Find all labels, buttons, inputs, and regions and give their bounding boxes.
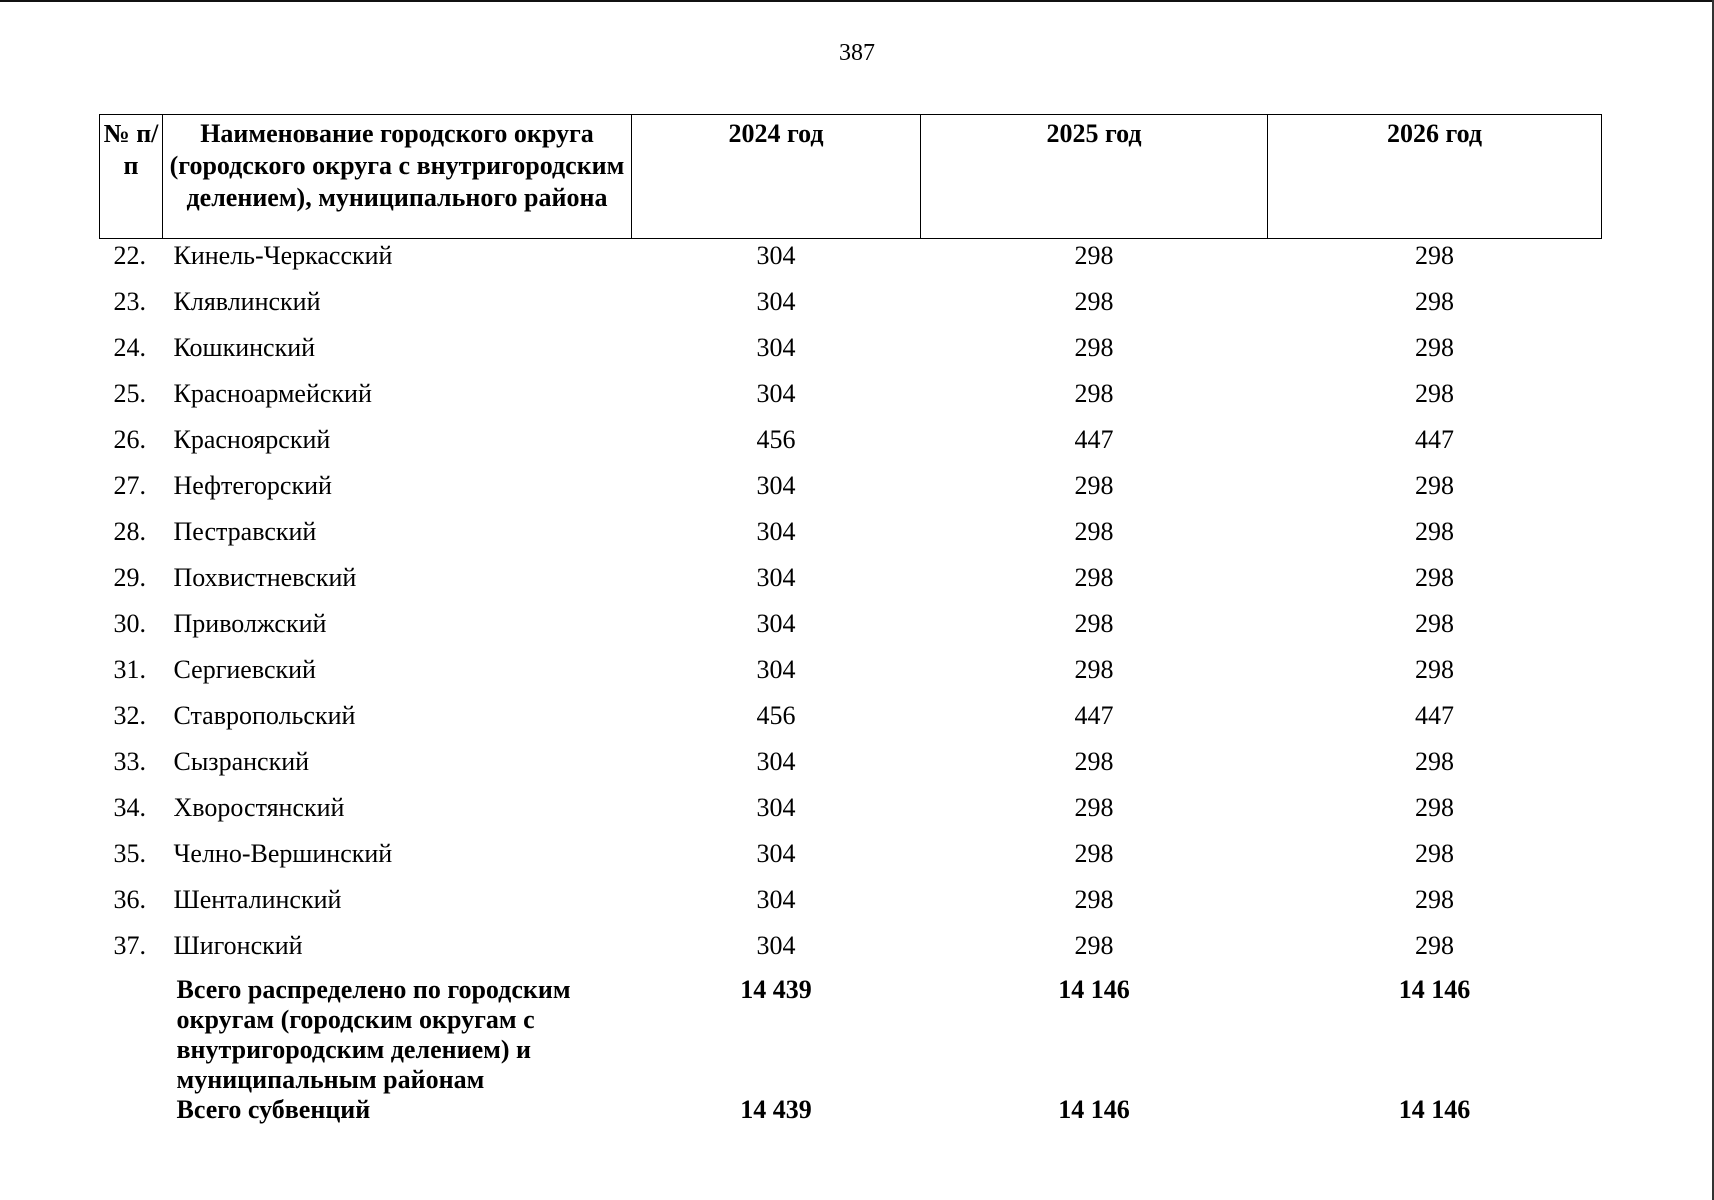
row-number: 25. [113, 379, 146, 408]
row-value-2026: 298 [1415, 563, 1454, 592]
total-distributed-2024: 14 439 [740, 975, 812, 1004]
total-number-cell [100, 1095, 163, 1139]
row-name: Похвистневский [173, 563, 357, 592]
row-name: Сызранский [173, 747, 310, 776]
row-value-2024: 304 [756, 471, 796, 500]
row-value-2025: 298 [1074, 471, 1114, 500]
table-row [100, 423, 1602, 469]
row-number: 32. [113, 701, 146, 730]
row-value-2026: 298 [1415, 885, 1454, 914]
table-row [100, 883, 1602, 929]
row-value-2026: 298 [1415, 747, 1454, 776]
row-value-2025: 298 [1074, 379, 1114, 408]
total-subventions-label: Всего субвенций [176, 1095, 371, 1124]
table-row [100, 515, 1602, 561]
row-value-2025: 298 [1074, 517, 1114, 546]
row-value-2024: 304 [756, 609, 796, 638]
row-name: Приволжский [173, 609, 327, 638]
row-name: Шигонский [173, 931, 303, 960]
table-row [100, 469, 1602, 515]
row-number: 26. [113, 425, 146, 454]
row-value-2024: 304 [756, 839, 796, 868]
table-row [100, 239, 1602, 286]
total-distributed-2025: 14 146 [1058, 975, 1130, 1004]
row-number: 36. [113, 885, 146, 914]
row-value-2025: 298 [1074, 747, 1114, 776]
row-number: 23. [113, 287, 146, 316]
row-number: 31. [113, 655, 146, 684]
row-number: 30. [113, 609, 146, 638]
row-value-2024: 304 [756, 747, 796, 776]
row-number: 24. [113, 333, 146, 362]
row-number: 37. [113, 931, 146, 960]
row-value-2024: 456 [756, 425, 796, 454]
row-value-2024: 304 [756, 931, 796, 960]
row-value-2026: 298 [1415, 931, 1454, 960]
table-row [100, 331, 1602, 377]
row-value-2024: 304 [756, 563, 796, 592]
row-value-2025: 298 [1074, 241, 1114, 270]
header-2025: 2025 год [921, 115, 1268, 239]
row-value-2026: 298 [1415, 333, 1454, 362]
header-2026: 2026 год [1268, 115, 1602, 239]
table-row [100, 607, 1602, 653]
header-number: № п/п [100, 115, 163, 239]
page-number: 387 [839, 40, 875, 66]
row-number: 33. [113, 747, 146, 776]
table-row [100, 653, 1602, 699]
table-header [100, 115, 1602, 239]
row-value-2025: 298 [1074, 931, 1114, 960]
row-value-2024: 304 [756, 333, 796, 362]
row-value-2025: 298 [1074, 609, 1114, 638]
total-subventions-row [100, 1095, 1602, 1139]
table-body [100, 239, 1602, 1140]
row-value-2026: 447 [1415, 701, 1454, 730]
row-number: 29. [113, 563, 146, 592]
row-value-2024: 304 [756, 241, 796, 270]
table-row [100, 929, 1602, 975]
row-value-2026: 298 [1415, 241, 1454, 270]
total-number-cell [100, 975, 163, 1095]
row-name: Хворостянский [173, 793, 345, 822]
row-name: Красноармейский [173, 379, 372, 408]
total-subventions-2026: 14 146 [1398, 1095, 1471, 1124]
row-number: 22. [113, 241, 146, 270]
row-number: 35. [113, 839, 146, 868]
row-value-2026: 298 [1415, 471, 1454, 500]
subvention-table [99, 114, 1602, 1139]
row-value-2026: 298 [1415, 287, 1454, 316]
table-row [100, 699, 1602, 745]
row-name: Пестравский [173, 517, 317, 546]
total-distributed-2026: 14 146 [1398, 975, 1471, 1004]
row-name: Кошкинский [173, 333, 316, 362]
row-value-2025: 447 [1074, 425, 1114, 454]
header-2024: 2024 год [632, 115, 921, 239]
row-value-2024: 304 [756, 379, 796, 408]
row-value-2026: 298 [1415, 517, 1454, 546]
table-row [100, 791, 1602, 837]
row-value-2025: 447 [1074, 701, 1114, 730]
row-value-2025: 298 [1074, 839, 1114, 868]
total-distributed-label: Всего распределено по городским округам (городским округам с внутригородским делением) и муниципальным районам [176, 975, 571, 1094]
row-value-2024: 456 [756, 701, 796, 730]
row-value-2026: 447 [1415, 425, 1454, 454]
total-subventions-2025: 14 146 [1058, 1095, 1130, 1124]
row-value-2024: 304 [756, 793, 796, 822]
row-value-2024: 304 [756, 885, 796, 914]
total-distributed-row [100, 975, 1602, 1095]
table-row [100, 745, 1602, 791]
table-row [100, 837, 1602, 883]
table-row [100, 377, 1602, 423]
row-value-2025: 298 [1074, 885, 1114, 914]
row-name: Клявлинский [173, 287, 321, 316]
row-name: Кинель-Черкасский [173, 241, 393, 270]
row-value-2025: 298 [1074, 793, 1114, 822]
row-value-2026: 298 [1415, 839, 1454, 868]
row-value-2025: 298 [1074, 333, 1114, 362]
row-name: Шенталинский [173, 885, 342, 914]
row-value-2026: 298 [1415, 609, 1454, 638]
row-number: 27. [113, 471, 146, 500]
row-name: Ставропольский [173, 701, 356, 730]
row-value-2025: 298 [1074, 655, 1114, 684]
row-value-2024: 304 [756, 287, 796, 316]
row-name: Нефтегорский [173, 471, 332, 500]
row-value-2026: 298 [1415, 655, 1454, 684]
row-value-2024: 304 [756, 517, 796, 546]
row-number: 28. [113, 517, 146, 546]
table-row [100, 561, 1602, 607]
row-value-2026: 298 [1415, 379, 1454, 408]
row-value-2024: 304 [756, 655, 796, 684]
row-value-2025: 298 [1074, 287, 1114, 316]
row-value-2025: 298 [1074, 563, 1114, 592]
table-row [100, 285, 1602, 331]
header-name: Наименование городского округа (городского округа с внутригородским делением), муниципального района [163, 115, 632, 239]
row-name: Челно-Вершинский [173, 839, 393, 868]
scan-border-top [0, 0, 1714, 2]
row-number: 34. [113, 793, 146, 822]
row-value-2026: 298 [1415, 793, 1454, 822]
row-name: Сергиевский [173, 655, 316, 684]
total-subventions-2024: 14 439 [740, 1095, 812, 1124]
row-name: Красноярский [173, 425, 331, 454]
